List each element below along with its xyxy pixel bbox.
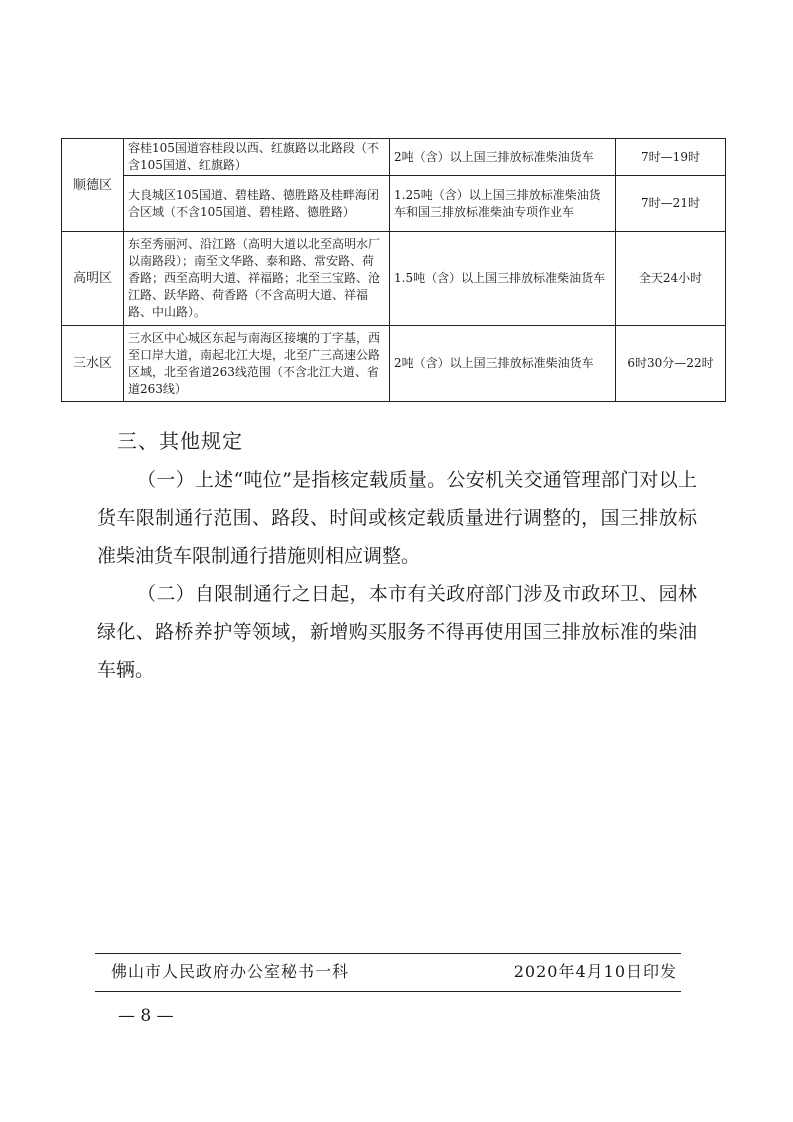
district-cell: 三水区 [62, 326, 124, 402]
time-cell: 7时—21时 [616, 176, 726, 232]
area-cell: 三水区中心城区东起与南海区接壤的丁字基，西至口岸大道，南起北江大堤，北至广三高速公路区域，北至省道263线范围（不含北江大道、省道263线） [124, 326, 390, 402]
time-cell: 全天24小时 [616, 232, 726, 326]
section-heading: 三、其他规定 [117, 429, 243, 453]
area-cell: 大良城区105国道、碧桂路、德胜路及桂畔海闭合区域（不含105国道、碧桂路、德胜路） [124, 176, 390, 232]
issuing-office: 佛山市人民政府办公室秘书一科 [111, 962, 350, 981]
table-row [62, 176, 726, 232]
table-row [62, 139, 726, 176]
table-row [62, 326, 726, 402]
issue-date: 2020年4月10日印发 [513, 962, 677, 981]
table-row [62, 232, 726, 326]
vehicle-cell: 2吨（含）以上国三排放标准柴油货车 [390, 326, 616, 402]
district-cell: 高明区 [62, 232, 124, 326]
district-cell: 顺德区 [62, 139, 124, 232]
area-cell: 东至秀丽河、沿江路（高明大道以北至高明水厂以南路段）；南至文华路、泰和路、常安路、荷香路；西至高明大道、祥福路；北至三宝路、沧江路、跃华路、荷香路（不含高明大道、祥福路、中山路）。 [124, 232, 390, 326]
area-cell: 容桂105国道容桂段以西、红旗路以北路段（不含105国道、红旗路） [124, 139, 390, 176]
page-number: — 8 — [118, 1006, 174, 1026]
restriction-table [61, 138, 726, 402]
vehicle-cell: 1.5吨（含）以上国三排放标准柴油货车 [390, 232, 616, 326]
time-cell: 6时30分—22时 [616, 326, 726, 402]
time-cell: 7时—19时 [616, 139, 726, 176]
paragraph: （二）自限制通行之日起，本市有关政府部门涉及市政环卫、园林绿化、路桥养护等领域，新增购买服务不得再使用国三排放标准的柴油车辆。 [97, 583, 697, 681]
vehicle-cell: 1.25吨（含）以上国三排放标准柴油货车和国三排放标准柴油专项作业车 [390, 176, 616, 232]
paragraph: （一）上述“吨位”是指核定载质量。公安机关交通管理部门对以上货车限制通行范围、路段、时间或核定载质量进行调整的，国三排放标准柴油货车限制通行措施则相应调整。 [97, 469, 697, 567]
footer-rule-bottom [95, 991, 681, 992]
vehicle-cell: 2吨（含）以上国三排放标准柴油货车 [390, 139, 616, 176]
footer-rule-top [95, 953, 681, 954]
